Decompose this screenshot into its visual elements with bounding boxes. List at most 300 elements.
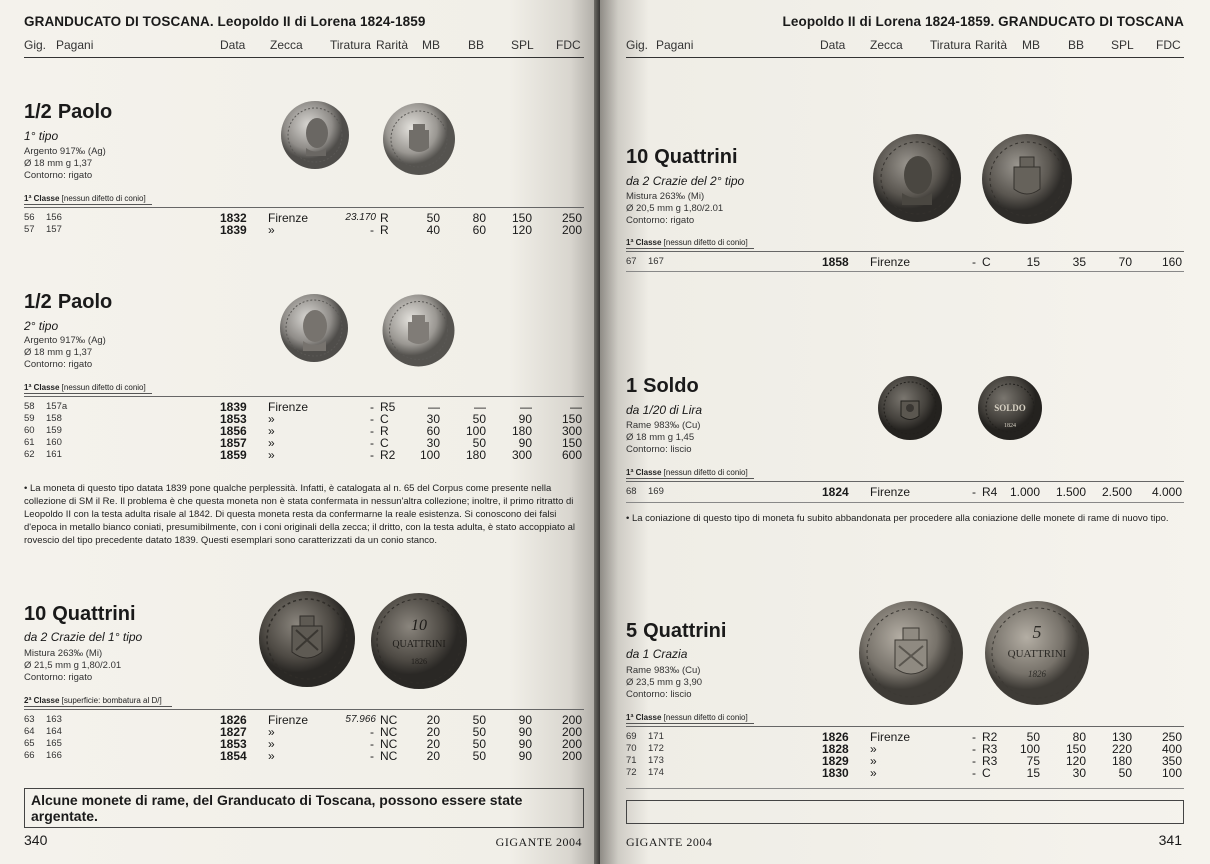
cell-rar: NC [380, 749, 398, 763]
cell-dash: - [370, 737, 374, 751]
coin-size: Ø 21,5 mm g 1,80/2.01 [24, 660, 122, 671]
cell-pag: 160 [46, 437, 62, 448]
coin-inscription: 1824 [1004, 423, 1016, 429]
cell-mb: 15 [1026, 766, 1040, 780]
cell-mb: 20 [426, 713, 440, 727]
col-gig: Gig. [24, 38, 47, 52]
cell-fdc: 250 [561, 211, 582, 225]
cell-rar: R [380, 211, 389, 225]
col-pagani: Pagani [56, 38, 94, 52]
cell-spl: 180 [1111, 754, 1132, 768]
cell-gig: 68 [626, 486, 637, 497]
cell-rar: R3 [982, 742, 998, 756]
cell-zecca: Firenze [268, 400, 309, 414]
page-left [0, 0, 600, 864]
col-mb: MB [1022, 38, 1040, 52]
cell-pag: 164 [46, 726, 62, 737]
coin-title [626, 620, 726, 643]
cell-fdc: 200 [561, 749, 582, 763]
cell-bb: 30 [1072, 766, 1086, 780]
cell-spl: 2.500 [1101, 485, 1132, 499]
cell-dash: - [972, 730, 976, 744]
cell-fdc: 150 [561, 436, 582, 450]
coin-type: 1° tipo [24, 129, 59, 143]
column-header [24, 36, 584, 58]
cell-fdc: 160 [1161, 255, 1182, 269]
cell-dash: - [370, 749, 374, 763]
coin-obverse-image [858, 600, 964, 706]
cell-spl: 130 [1111, 730, 1132, 744]
cell-dash: - [972, 485, 976, 499]
coin-obverse-image [279, 293, 349, 363]
cell-mb: 30 [426, 412, 440, 426]
coin-denomination: 1/2 [24, 291, 52, 313]
cell-zecca: » [268, 737, 275, 751]
cell-spl: 90 [518, 737, 532, 751]
footnote: • La coniazione di questo tipo di moneta fu subito abbandonata per procedere alla coniazione delle monete di rame di nuovo tipo. [626, 512, 1184, 525]
price-table [626, 731, 1184, 779]
cell-bb: 120 [1065, 754, 1086, 768]
cell-data: 1826 [822, 730, 849, 744]
cell-zecca: » [870, 742, 877, 756]
cell-pag: 158 [46, 413, 62, 424]
cell-bb: 50 [472, 737, 486, 751]
coin-specs [24, 648, 121, 684]
cell-bb: 150 [1065, 742, 1086, 756]
cell-gig: 63 [24, 714, 35, 725]
cell-mb: 60 [426, 424, 440, 438]
coin-title [24, 603, 136, 626]
coin-inscription: QUATTRINI [392, 639, 446, 650]
table-row [626, 731, 1184, 743]
cell-gig: 64 [24, 726, 35, 737]
cell-gig: 62 [24, 449, 35, 460]
row-divider [626, 502, 1184, 503]
cell-fdc: 200 [561, 713, 582, 727]
page-right [600, 0, 1210, 864]
cell-pag: 166 [46, 750, 62, 761]
row-divider [626, 788, 1184, 789]
cell-data: 1859 [220, 448, 247, 462]
cell-dash: - [370, 725, 374, 739]
col-data: Data [220, 38, 246, 52]
cell-fdc: 300 [561, 424, 582, 438]
row-divider [24, 709, 584, 710]
cell-spl: 90 [518, 725, 532, 739]
cell-bb: 80 [1072, 730, 1086, 744]
cell-rar: C [380, 436, 389, 450]
cell-gig: 65 [24, 738, 35, 749]
cell-spl: 220 [1111, 742, 1132, 756]
cell-pag: 174 [648, 767, 664, 778]
table-row [24, 714, 584, 726]
cell-spl: 300 [511, 448, 532, 462]
cell-zecca: Firenze [870, 730, 911, 744]
cell-gig: 61 [24, 437, 35, 448]
coin-type: da 1/20 di Lira [626, 403, 703, 417]
cell-zecca: » [268, 424, 275, 438]
cell-pag: 163 [46, 714, 62, 725]
cell-fdc: 200 [561, 737, 582, 751]
cell-mb: 100 [419, 448, 440, 462]
col-gig: Gig. [626, 38, 649, 52]
cell-bb: 100 [465, 424, 486, 438]
coin-reverse-image [382, 102, 456, 176]
table-row [626, 743, 1184, 755]
cell-fdc: — [570, 400, 582, 414]
coin-edge: Contorno: rigato [626, 215, 695, 226]
col-spl: SPL [511, 38, 534, 52]
cell-rar: NC [380, 725, 398, 739]
coin-edge: Contorno: rigato [24, 170, 93, 181]
cell-mb: 20 [426, 725, 440, 739]
cell-dash: - [370, 448, 374, 462]
grade-class: 1ª Classe [nessun difetto di conio] [626, 238, 754, 249]
cell-spl: 50 [1118, 766, 1132, 780]
cell-rar: C [982, 255, 991, 269]
cell-pag: 165 [46, 738, 62, 749]
cell-rar: NC [380, 737, 398, 751]
table-row [626, 755, 1184, 767]
cell-zecca: » [268, 223, 275, 237]
empty-box [626, 800, 1184, 824]
cell-mb: 50 [1026, 730, 1040, 744]
col-data: Data [820, 38, 846, 52]
grade-class: 1ª Classe [nessun difetto di conio] [24, 383, 152, 394]
cell-rar: C [982, 766, 991, 780]
cell-zecca: » [268, 725, 275, 739]
page-number: 340 [24, 832, 48, 848]
cell-data: 1857 [220, 436, 247, 450]
cell-zecca: Firenze [870, 255, 911, 269]
row-divider [626, 271, 1184, 272]
col-rarita: Rarità [975, 38, 1008, 52]
coin-obverse-image [872, 133, 962, 223]
table-row [24, 449, 584, 461]
cell-fdc: 100 [1161, 766, 1182, 780]
cell-data: 1828 [822, 742, 849, 756]
cell-mb: 40 [426, 223, 440, 237]
coin-specs [626, 420, 700, 456]
coin-size: Ø 18 mm g 1,37 [24, 347, 93, 358]
table-row [24, 401, 584, 413]
cell-tir: 23.170 [345, 212, 376, 223]
coin-size: Ø 23,5 mm g 3,90 [626, 677, 703, 688]
coin-size: Ø 18 mm g 1,45 [626, 432, 695, 443]
table-row [626, 767, 1184, 779]
cell-data: 1830 [822, 766, 849, 780]
coin-name: Quattrini [654, 146, 738, 168]
coin-title [24, 291, 112, 314]
coin-denomination: 10 [626, 146, 649, 168]
cell-gig: 58 [24, 401, 35, 412]
cell-data: 1839 [220, 223, 247, 237]
coin-name: Soldo [643, 375, 699, 397]
col-tiratura: Tiratura [330, 38, 371, 52]
cell-gig: 72 [626, 767, 637, 778]
running-head: Leopoldo II di Lorena 1824-1859. GRANDUCATO DI TOSCANA [782, 14, 1184, 29]
cell-fdc: 200 [561, 725, 582, 739]
cell-gig: 71 [626, 755, 637, 766]
cell-rar: R4 [982, 485, 998, 499]
coin-metal: Argento 917‰ (Ag) [24, 146, 106, 157]
coin-type: da 2 Crazie del 1° tipo [24, 630, 143, 644]
cell-pag: 157a [46, 401, 68, 412]
cell-bb: 1.500 [1055, 485, 1086, 499]
footnote: • La moneta di questo tipo datata 1839 pone qualche perplessità. Infatti, è catalogata al n. 65 del Corpus come presente nella collezione di SM il Re. Il problema è che questa moneta non è stata confermata in nessun'altra collezione; inoltre, il primo ritratto di Leopoldo II con la testa adulta risale al 1842. Di questa moneta resta da confermarne la reale esistenza. Si conoscono dei falsi d'epoca in metallo bianco coniati, presumibilmente, con i coni originali della zecca; il dritto, con la testa adulta, è stato accoppiato al rovescio del tipo precedente datato 1839. Questi esemplari sono caratterizzati da un conio stanco. [24, 482, 586, 547]
cell-dash: - [370, 400, 374, 414]
cell-mb: — [428, 400, 440, 414]
coin-title [626, 146, 738, 169]
cell-pag: 171 [648, 731, 664, 742]
table-row [24, 738, 584, 750]
cell-spl: 90 [518, 749, 532, 763]
cell-dash: - [370, 412, 374, 426]
grade-class: 1ª Classe [nessun difetto di conio] [626, 468, 754, 479]
coin-reverse-image [370, 592, 468, 690]
cell-rar: R2 [380, 448, 396, 462]
cell-gig: 67 [626, 256, 637, 267]
cell-pag: 157 [46, 224, 62, 235]
cell-rar: R [380, 223, 389, 237]
coin-denomination: 1 [626, 375, 638, 397]
cell-zecca: » [268, 448, 275, 462]
cell-pag: 167 [648, 256, 664, 267]
cell-data: 1854 [220, 749, 247, 763]
row-divider [626, 251, 1184, 252]
cell-mb: 75 [1026, 754, 1040, 768]
cell-mb: 1.000 [1009, 485, 1040, 499]
cell-data: 1832 [220, 211, 247, 225]
cell-mb: 20 [426, 737, 440, 751]
row-divider [626, 726, 1184, 727]
cell-gig: 56 [24, 212, 35, 223]
cell-pag: 159 [46, 425, 62, 436]
col-tiratura: Tiratura [930, 38, 971, 52]
row-divider [24, 207, 584, 208]
table-row [24, 437, 584, 449]
cell-bb: 50 [472, 412, 486, 426]
coin-denomination: 10 [24, 603, 47, 625]
cell-bb: — [474, 400, 486, 414]
grade-class: 1ª Classe [nessun difetto di conio] [24, 194, 152, 205]
price-table [24, 212, 584, 236]
cell-zecca: Firenze [870, 485, 911, 499]
cell-tir: 57.966 [345, 714, 376, 725]
cell-dash: - [370, 223, 374, 237]
grade-class: 2ª Classe [superficie: bombatura al D/] [24, 696, 172, 707]
cell-fdc: 250 [1161, 730, 1182, 744]
cell-bb: 50 [472, 749, 486, 763]
cell-fdc: 150 [561, 412, 582, 426]
col-mb: MB [422, 38, 440, 52]
coin-specs [24, 335, 106, 371]
col-rarita: Rarità [376, 38, 409, 52]
coin-type: 2° tipo [24, 319, 59, 333]
table-row [24, 224, 584, 236]
cell-spl: 90 [518, 713, 532, 727]
coin-metal: Mistura 263‰ (Mi) [626, 191, 705, 202]
coin-specs [626, 665, 702, 701]
cell-fdc: 200 [561, 223, 582, 237]
coin-metal: Rame 983‰ (Cu) [626, 420, 701, 431]
col-zecca: Zecca [870, 38, 903, 52]
coin-name: Quattrini [52, 603, 136, 625]
cell-gig: 70 [626, 743, 637, 754]
coin-denomination: 5 [626, 620, 638, 642]
cell-spl: — [520, 400, 532, 414]
coin-edge: Contorno: rigato [24, 672, 93, 683]
cell-gig: 69 [626, 731, 637, 742]
price-table [626, 486, 1184, 498]
coin-obverse-image [877, 375, 943, 441]
cell-data: 1824 [822, 485, 849, 499]
coin-edge: Contorno: liscio [626, 689, 692, 700]
cell-dash: - [972, 255, 976, 269]
coin-inscription: QUATTRINI [1007, 648, 1067, 660]
cell-data: 1827 [220, 725, 247, 739]
coin-inscription: 1826 [411, 657, 427, 666]
price-table [24, 401, 584, 461]
cell-fdc: 350 [1161, 754, 1182, 768]
cell-gig: 59 [24, 413, 35, 424]
coin-title [626, 375, 699, 398]
cell-spl: 90 [518, 436, 532, 450]
col-zecca: Zecca [270, 38, 303, 52]
table-row [24, 212, 584, 224]
cell-rar: R [380, 424, 389, 438]
cell-fdc: 400 [1161, 742, 1182, 756]
table-row [24, 750, 584, 762]
cell-bb: 50 [472, 713, 486, 727]
cell-bb: 80 [472, 211, 486, 225]
coin-type: da 2 Crazie del 2° tipo [626, 174, 745, 188]
cell-spl: 150 [511, 211, 532, 225]
coin-inscription: 1826 [1028, 669, 1046, 679]
cell-zecca: » [268, 412, 275, 426]
table-row [24, 413, 584, 425]
cell-pag: 173 [648, 755, 664, 766]
cell-data: 1826 [220, 713, 247, 727]
col-pagani: Pagani [656, 38, 694, 52]
coin-name: Paolo [57, 101, 113, 123]
coin-obverse-image [280, 100, 350, 170]
coin-reverse-image [977, 375, 1043, 441]
cell-bb: 180 [465, 448, 486, 462]
cell-mb: 20 [426, 749, 440, 763]
cell-dash: - [370, 424, 374, 438]
info-box: Alcune monete di rame, del Granducato di Toscana, possono essere state argentate. [24, 788, 584, 828]
cell-data: 1858 [822, 255, 849, 269]
cell-pag: 161 [46, 449, 62, 460]
row-divider [626, 481, 1184, 482]
cell-rar: C [380, 412, 389, 426]
grade-class: 1ª Classe [nessun difetto di conio] [626, 713, 754, 724]
cell-dash: - [972, 766, 976, 780]
coin-type: da 1 Crazia [626, 647, 688, 661]
running-head: GRANDUCATO DI TOSCANA. Leopoldo II di Lorena 1824-1859 [24, 14, 426, 29]
col-bb: BB [468, 38, 485, 52]
cell-bb: 35 [1072, 255, 1086, 269]
cell-spl: 90 [518, 412, 532, 426]
column-header [626, 36, 1184, 58]
price-table [626, 256, 1184, 268]
cell-dash: - [370, 436, 374, 450]
cell-bb: 50 [472, 436, 486, 450]
coin-metal: Argento 917‰ (Ag) [24, 335, 106, 346]
coin-specs [626, 191, 723, 227]
coin-name: Quattrini [643, 620, 727, 642]
footer-publication: GIGANTE 2004 [626, 835, 713, 849]
cell-gig: 60 [24, 425, 35, 436]
cell-spl: 120 [511, 223, 532, 237]
cell-gig: 66 [24, 750, 35, 761]
row-divider [24, 396, 584, 397]
cell-rar: NC [380, 713, 398, 727]
coin-name: Paolo [57, 291, 113, 313]
cell-mb: 50 [426, 211, 440, 225]
cell-data: 1829 [822, 754, 849, 768]
cell-dash: - [972, 754, 976, 768]
coin-specs [24, 146, 106, 182]
cell-zecca: » [870, 754, 877, 768]
cell-data: 1853 [220, 737, 247, 751]
coin-title [24, 101, 112, 124]
cell-spl: 70 [1118, 255, 1132, 269]
cell-zecca: » [268, 749, 275, 763]
coin-size: Ø 20,5 mm g 1,80/2.01 [626, 203, 724, 214]
cell-gig: 57 [24, 224, 35, 235]
cell-spl: 180 [511, 424, 532, 438]
cell-fdc: 600 [561, 448, 582, 462]
cell-zecca: Firenze [268, 713, 309, 727]
cell-rar: R5 [380, 400, 396, 414]
cell-dash: - [972, 742, 976, 756]
cell-mb: 100 [1019, 742, 1040, 756]
table-row [24, 425, 584, 437]
price-table [24, 714, 584, 762]
coin-edge: Contorno: liscio [626, 444, 692, 455]
col-bb: BB [1068, 38, 1085, 52]
coin-inscription: SOLDO [994, 403, 1026, 413]
coin-denomination: 1/2 [24, 101, 52, 123]
col-spl: SPL [1111, 38, 1134, 52]
cell-mb: 30 [426, 436, 440, 450]
coin-inscription: 5 [1032, 622, 1042, 642]
cell-rar: R3 [982, 754, 998, 768]
table-row [626, 256, 1184, 268]
cell-pag: 169 [648, 486, 664, 497]
coin-metal: Rame 983‰ (Cu) [626, 665, 701, 676]
col-fdc: FDC [1156, 38, 1181, 52]
coin-size: Ø 18 mm g 1,37 [24, 158, 93, 169]
table-row [626, 486, 1184, 498]
cell-rar: R2 [982, 730, 998, 744]
coin-reverse-image [984, 600, 1090, 706]
cell-zecca: » [268, 436, 275, 450]
cell-data: 1853 [220, 412, 247, 426]
cell-pag: 172 [648, 743, 664, 754]
coin-reverse-image [381, 293, 456, 368]
coin-inscription: 10 [411, 617, 427, 634]
cell-zecca: Firenze [268, 211, 309, 225]
coin-metal: Mistura 263‰ (Mi) [24, 648, 103, 659]
cell-zecca: » [870, 766, 877, 780]
cell-bb: 50 [472, 725, 486, 739]
cell-data: 1856 [220, 424, 247, 438]
cell-pag: 156 [46, 212, 62, 223]
coin-edge: Contorno: rigato [24, 359, 93, 370]
